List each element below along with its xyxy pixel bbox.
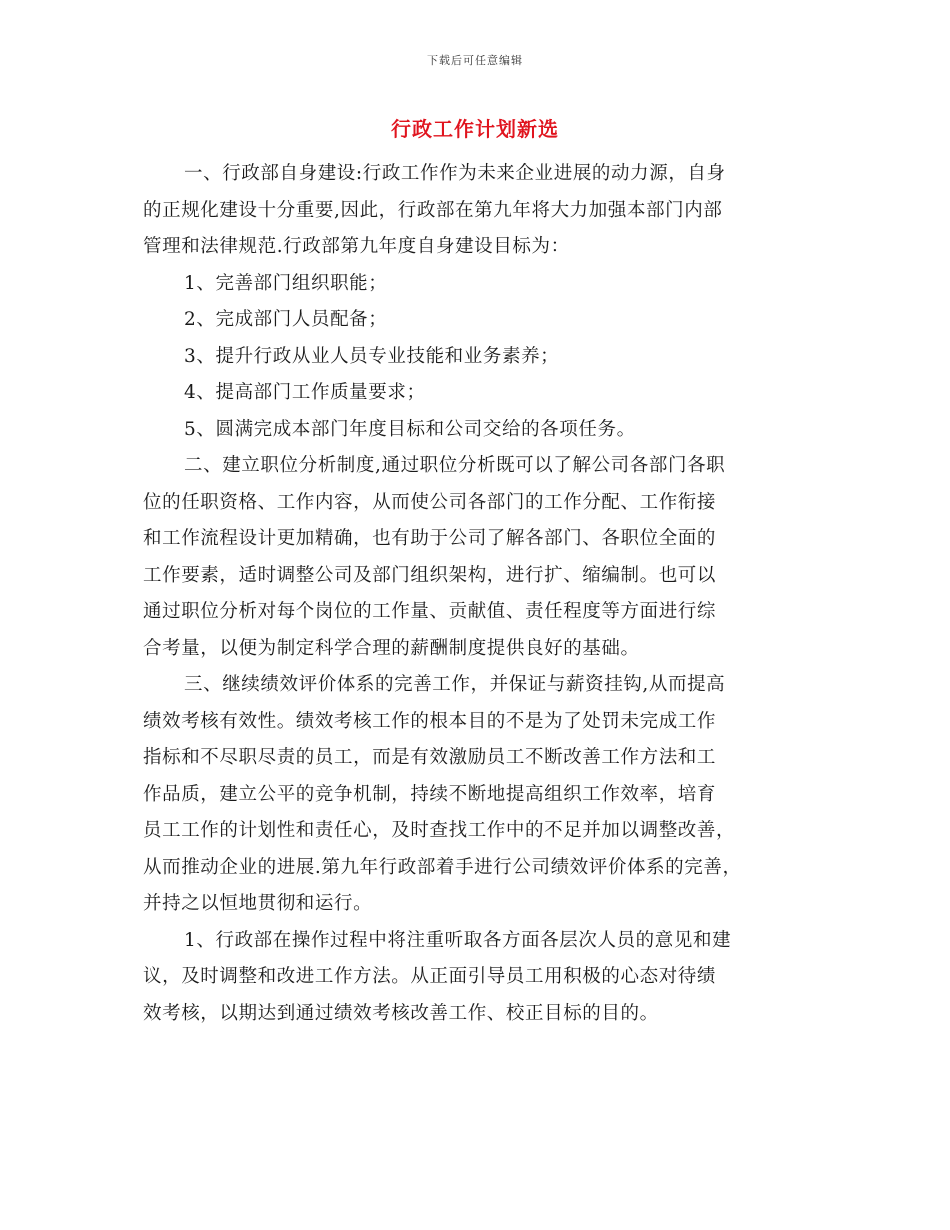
- body-line: 的正规化建设十分重要,因此，行政部在第九年将大力加强本部门内部: [143, 199, 723, 221]
- body-line: 2、完成部门人员配备；: [184, 309, 388, 330]
- body-line: 并持之以恒地贯彻和运行。: [143, 893, 373, 914]
- body-line: 位的任职资格、工作内容，从而使公司各部门的工作分配、工作衔接: [143, 491, 717, 513]
- body-line: 通过职位分析对每个岗位的工作量、贡献值、责任程度等方面进行综: [143, 601, 717, 622]
- page-header-note: 下载后可任意编辑: [427, 54, 523, 67]
- body-line: 工作要素，适时调整公司及部门组织架构，进行扩、缩编制。也可以: [143, 564, 717, 586]
- body-line: 合考量，以便为制定科学合理的薪酬制度提供良好的基础。: [143, 637, 640, 659]
- body-line: 三、继续绩效评价体系的完善工作，并保证与薪资挂钩,从而提高: [184, 674, 726, 695]
- document-title: 行政工作计划新选: [391, 117, 559, 141]
- document-body: [143, 156, 813, 1032]
- body-line: 作品质，建立公平的竞争机制，持续不断地提高组织工作效率，培育: [143, 783, 717, 805]
- body-line: 5、圆满完成本部门年度目标和公司交给的各项任务。: [184, 418, 636, 440]
- body-line: 议，及时调整和改进工作方法。从正面引导员工用积极的心态对待绩: [143, 966, 717, 987]
- body-line: 1、完善部门组织职能；: [184, 272, 388, 294]
- body-line: 员工工作的计划性和责任心，及时查找工作中的不足并加以调整改善，: [143, 820, 736, 841]
- body-line: 指标和不尽职尽责的员工，而是有效激励员工不断改善工作方法和工: [143, 747, 717, 768]
- body-line: 一、行政部自身建设:行政工作作为未来企业进展的动力源，自身: [184, 163, 726, 184]
- body-line: 和工作流程设计更加精确，也有助于公司了解各部门、各职位全面的: [143, 528, 717, 549]
- body-line: 3、提升行政从业人员专业技能和业务素养；: [184, 345, 560, 367]
- body-line: 管理和法律规范.行政部第九年度自身建设目标为：: [143, 236, 570, 257]
- body-line: 效考核，以期达到通过绩效考核改善工作、校正目标的目的。: [143, 1002, 659, 1024]
- body-line: 二、建立职位分析制度,通过职位分析既可以了解公司各部门各职: [184, 455, 726, 476]
- body-line: 绩效考核有效性。绩效考核工作的根本目的不是为了处罚未完成工作: [143, 710, 717, 732]
- body-line: 1、行政部在操作过程中将注重听取各方面各层次人员的意见和建: [184, 929, 732, 951]
- body-line: 从而推动企业的进展.第九年行政部着手进行公司绩效评价体系的完善，: [143, 856, 742, 878]
- body-line: 4、提高部门工作质量要求；: [184, 382, 426, 403]
